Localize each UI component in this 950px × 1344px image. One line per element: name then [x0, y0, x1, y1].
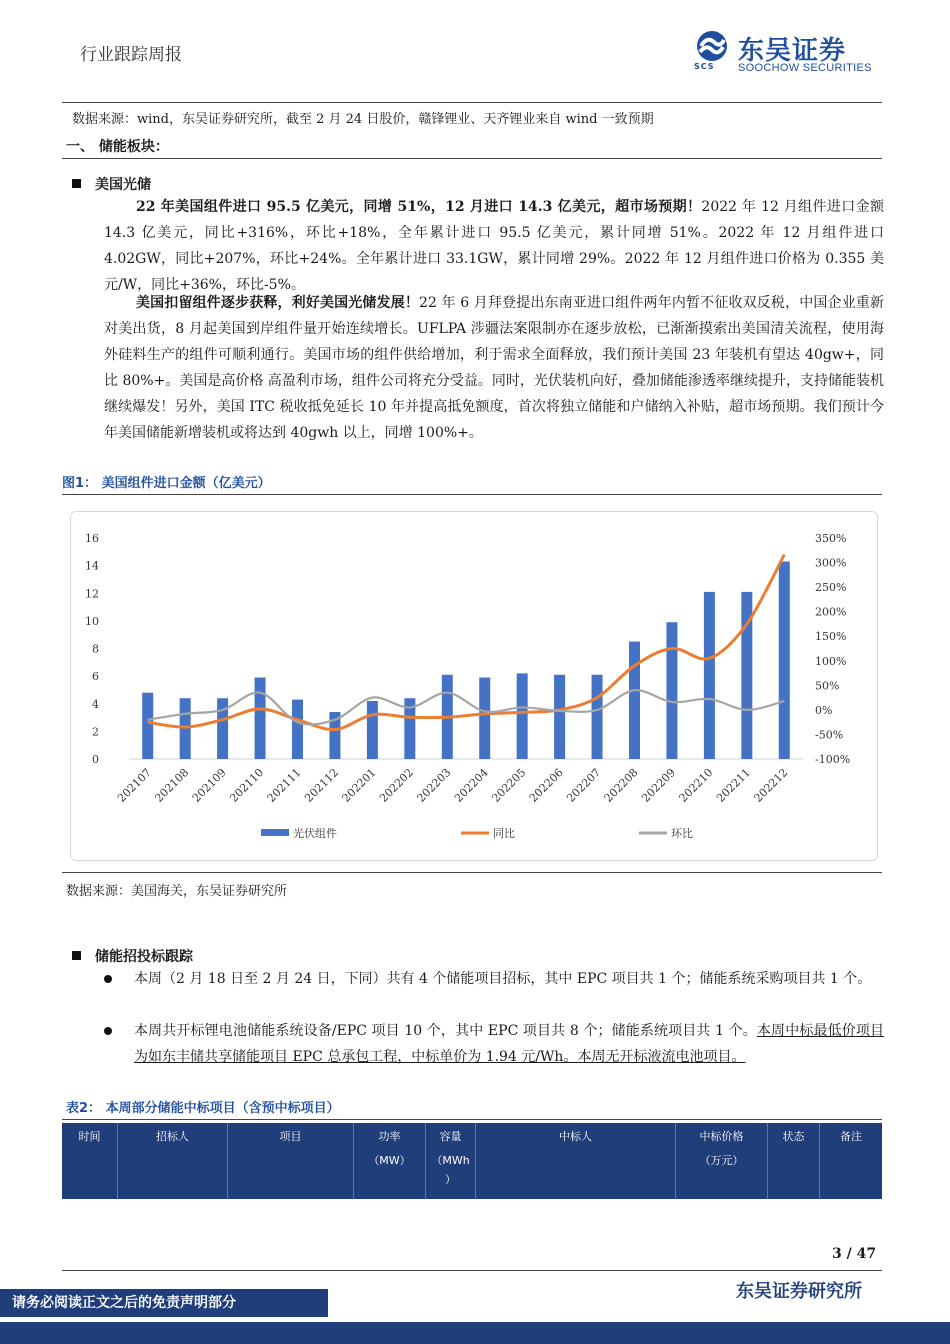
x-axis-tick-label: 202107 — [114, 765, 154, 805]
right-axis-tick-label: 0% — [815, 703, 833, 717]
bar-202212 — [779, 561, 790, 759]
x-axis-tick-label: 202204 — [451, 765, 491, 805]
legend-swatch — [261, 829, 289, 836]
section-heading: 一、 储能板块： — [66, 139, 169, 155]
square-bullet-icon — [72, 951, 81, 960]
x-axis-tick-label: 202111 — [264, 765, 304, 805]
table-header-cell: 时间 — [62, 1123, 118, 1199]
x-axis-tick-label: 202109 — [189, 765, 229, 805]
bar-202208 — [629, 642, 640, 759]
logo-name-en: SOOCHOW SECURITIES — [738, 62, 872, 74]
right-axis-tick-label: 150% — [815, 630, 847, 644]
left-axis-tick-label: 16 — [85, 532, 99, 545]
table-header-cell: 备注 — [840, 1130, 862, 1143]
us-pv-p2-highlight: 美国扣留组件逐步获释，利好美国光储发展！ — [136, 295, 420, 311]
series-line-yoy — [148, 555, 785, 730]
tender-item-2-part-a: 本周共开标锂电池储能系统设备/EPC 项目 10 个，其中 EPC 项目共 8 个；储能系统项目共 1 个。 — [134, 1023, 757, 1039]
bar-202108 — [180, 698, 191, 759]
bar-202209 — [666, 622, 677, 759]
legend-label: 环比 — [671, 827, 693, 840]
left-axis-tick-label: 4 — [92, 697, 99, 711]
import-value-chart — [71, 512, 877, 860]
right-axis-tick-label: -100% — [815, 753, 851, 766]
figure-bottom-divider — [62, 872, 882, 873]
x-axis-tick-label: 202211 — [714, 765, 753, 805]
x-axis-tick-label: 202108 — [152, 765, 192, 805]
footer-divider — [62, 1270, 882, 1271]
right-axis-tick-label: 350% — [815, 532, 847, 545]
tender-item-1-text: 本周（2 月 18 日至 2 月 24 日，下同）共有 4 个储能项目招标，其中 EPC 项目共 1 个；储能系统采购项目共 1 个。 — [134, 971, 872, 987]
tender-item-1 — [104, 966, 884, 992]
report-type: 行业跟踪周报 — [80, 45, 182, 65]
left-axis-tick-label: 8 — [92, 642, 99, 656]
x-axis-tick-label: 202212 — [751, 765, 791, 805]
x-axis-tick-label: 202209 — [639, 765, 679, 805]
table-header-cell: 招标人 — [118, 1123, 228, 1199]
table-header-cell: 容量 （MWh ） — [426, 1123, 476, 1199]
left-axis-tick-label: 14 — [85, 559, 99, 573]
bar-202201 — [367, 701, 378, 759]
table-2-title: 表2： 本周部分储能中标项目（含预中标项目） — [66, 1101, 340, 1116]
square-bullet-icon — [72, 179, 81, 188]
table-header-cell: 项目 — [228, 1123, 354, 1199]
left-axis-tick-label: 2 — [92, 725, 99, 739]
institute-name: 东吴证券研究所 — [736, 1281, 862, 1302]
right-axis-tick-label: 300% — [815, 556, 847, 570]
right-axis-tick-label: 250% — [815, 581, 847, 595]
bar-202210 — [704, 592, 715, 759]
bar-202207 — [592, 675, 603, 759]
series-line-mom — [148, 690, 785, 724]
legend-label: 同比 — [493, 827, 515, 840]
logo-mark-text: SCS — [694, 62, 715, 71]
x-axis-tick-label: 202210 — [676, 765, 716, 805]
tender-item-2-text — [134, 1018, 884, 1070]
us-pv-p2-body: 22 年 6 月拜登提出东南亚进口组件两年内暂不征收双反税，中国企业重新对美出货，8 月起美国到岸组件量开始连续增长。UFLPA 涉疆法案限制亦在逐步放松，已渐渐摸索出美国清关流程，使用海外硅料生产的组件可顺利通行。美国市场的组件供给增加，利于需求全面释放，我们预计美国 23 年装机有望达 40gw+，同比 80%+。美国是高价格 高盈利市场，组件公司将充分受益。同时，光伏装机向好，叠加储能渗透率继续提升，支持储能装机继续爆发！另外，美国 ITC 税收抵免延长 10 年并提高抵免额度，首次将独立储能和户储纳入补贴，超市场预期。我们预计今年美国储能新增装机或将达到 40gwh 以上，同增 100%+。 — [104, 295, 884, 441]
bar-202110 — [255, 678, 266, 759]
tender-heading: 储能招投标跟踪 — [72, 946, 193, 966]
x-axis-tick-label: 202205 — [489, 765, 529, 805]
figure-1-title: 图1： 美国组件进口金额（亿美元） — [62, 476, 271, 491]
table-divider — [62, 1119, 882, 1120]
us-pv-p1-body: 2022 年 12 月组件进口金额 14.3 亿美元，同比+316%，环比+18%，全年累计进口 95.5 亿美元，累计同增 51%。2022 年 12 月组件进口 4.02GW，同比+207%，环比+24%。全年累计进口 33.1GW，累计同增 29%。2022 年 12 月组件进口价格为 0.355 美元/W，同比+36%，环比-5%。 — [104, 199, 885, 293]
x-axis-tick-label: 202208 — [601, 765, 641, 805]
header-divider — [62, 102, 882, 103]
table-header-cell: 中标价格 （万元） — [676, 1123, 768, 1199]
bar-202205 — [517, 673, 528, 759]
us-pv-paragraph-1 — [104, 194, 884, 298]
us-pv-heading: 美国光储 — [72, 174, 151, 194]
tender-item-2 — [104, 1018, 884, 1070]
x-axis-tick-label: 202203 — [414, 765, 454, 805]
left-axis-tick-label: 12 — [85, 587, 99, 601]
right-axis-tick-label: 100% — [815, 654, 847, 668]
page-number: 3 / 47 — [832, 1246, 877, 1262]
right-axis-tick-label: 200% — [815, 605, 847, 619]
left-axis-tick-label: 6 — [92, 670, 99, 684]
x-axis-tick-label: 202201 — [339, 765, 379, 805]
chart-frame — [70, 511, 878, 861]
section-divider — [62, 158, 882, 159]
tender-item-2-part-b: 本周中标最低价项目为如东丰储共享储能项目 EPC 总承包工程，中标单价为 1.94 元/Wh。本周无开标液流电池项目。 — [134, 1023, 885, 1065]
round-bullet-icon — [104, 1027, 112, 1035]
x-axis-tick-label: 202206 — [526, 765, 566, 805]
bar-202204 — [479, 678, 490, 759]
us-pv-p1-highlight: 22 年美国组件进口 95.5 亿美元，同增 51%，12 月进口 14.3 亿美元，超市场预期！ — [136, 199, 702, 215]
table-header-cell: 中标人 — [476, 1123, 676, 1199]
x-axis-tick-label: 202110 — [227, 765, 267, 805]
us-pv-paragraph-2 — [104, 290, 884, 446]
right-axis-tick-label: -50% — [815, 728, 844, 742]
table-header-cell: 状态 — [768, 1123, 820, 1199]
legend-label: 光伏组件 — [293, 827, 337, 840]
table-header-cell: 功率 （MW） — [354, 1123, 426, 1199]
bar-202111 — [292, 700, 303, 759]
figure-divider — [62, 494, 882, 495]
left-axis-tick-label: 10 — [85, 614, 99, 628]
x-axis-tick-label: 202202 — [377, 765, 416, 805]
table-2-header — [62, 1123, 882, 1199]
footer-bar — [0, 1322, 950, 1344]
round-bullet-icon — [104, 975, 112, 983]
company-logo — [692, 30, 882, 76]
logo-name-cn: 东吴证券 — [738, 36, 847, 66]
right-axis-tick-label: 50% — [815, 679, 840, 693]
disclaimer-banner: 请务必阅读正文之后的免责声明部分 — [0, 1289, 328, 1317]
x-axis-tick-label: 202207 — [564, 765, 604, 805]
data-source-top: 数据来源：wind，东吴证券研究所，截至 2 月 24 日股价，赣锋锂业、天齐锂业来自 wind 一致预期 — [72, 112, 654, 127]
figure-1-source: 数据来源：美国海关，东吴证券研究所 — [66, 884, 288, 899]
bar-202107 — [142, 693, 153, 759]
bar-202206 — [554, 675, 565, 759]
left-axis-tick-label: 0 — [92, 753, 99, 766]
x-axis-tick-label: 202112 — [302, 765, 342, 805]
